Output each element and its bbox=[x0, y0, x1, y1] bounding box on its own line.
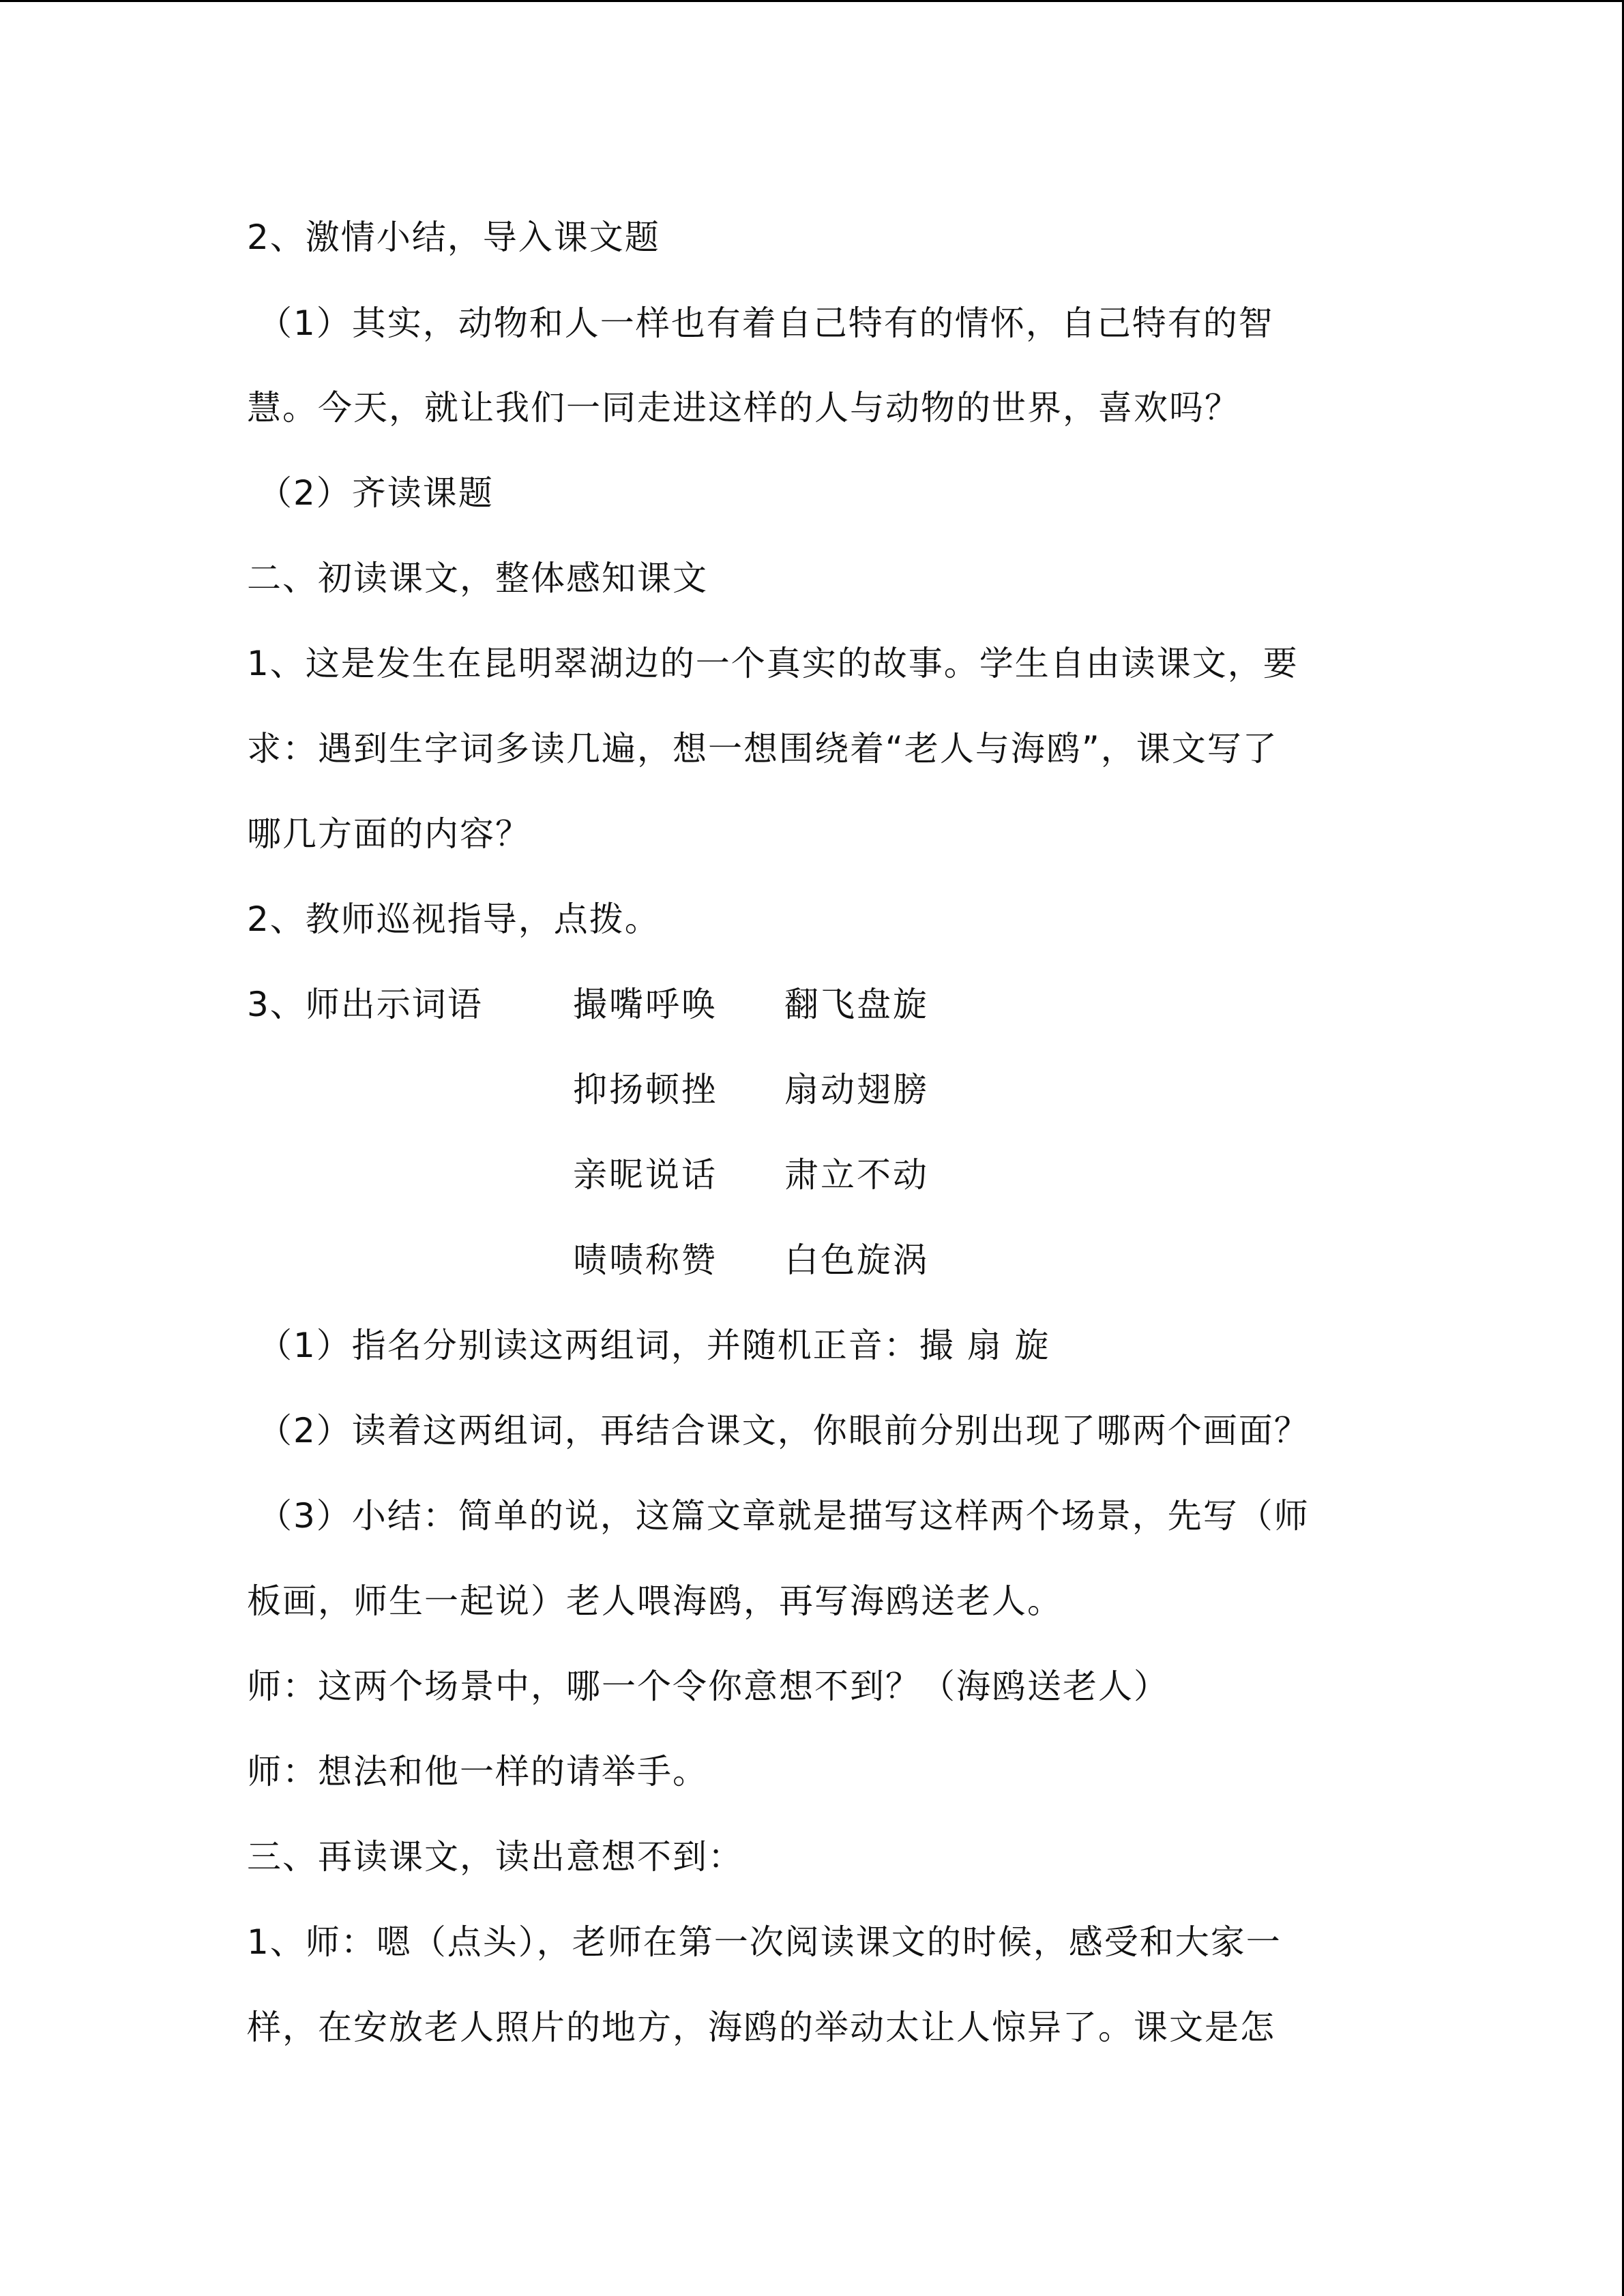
paragraph-line: （2）读着这两组词，再结合课文，你眼前分别出现了哪两个画面？ bbox=[258, 1411, 1310, 1450]
paragraph-line: 1、师：嗯（点头），老师在第一次阅读课文的时候，感受和大家一 bbox=[247, 1922, 1282, 1962]
summary-heading: 2、激情小结，导入课文题 bbox=[247, 218, 660, 257]
vocab-word: 撮嘴呼唤 bbox=[573, 985, 718, 1024]
section-heading: 二、初读课文，整体感知课文 bbox=[247, 558, 708, 598]
vocab-word: 肃立不动 bbox=[784, 1155, 929, 1195]
paragraph-line: 师：这两个场景中，哪一个令你意想不到？（海鸥送老人） bbox=[247, 1667, 1169, 1706]
paragraph-line: （1）指名分别读这两组词，并随机正音：撮 扇 旋 bbox=[258, 1326, 1050, 1365]
vocab-word: 抑扬顿挫 bbox=[573, 1070, 718, 1109]
paragraph-line: （3）小结：简单的说，这篇文章就是描写这样两个场景，先写（师 bbox=[258, 1496, 1310, 1536]
paragraph-line: 求：遇到生字词多读几遍，想一想围绕着“老人与海鸥”，课文写了 bbox=[247, 729, 1278, 769]
vocab-word: 翻飞盘旋 bbox=[784, 985, 929, 1024]
paragraph-line: 师：想法和他一样的请举手。 bbox=[247, 1752, 708, 1791]
paragraph-line: 1、这是发生在昆明翠湖边的一个真实的故事。学生自由读课文，要 bbox=[247, 644, 1299, 683]
vocab-word: 亲昵说话 bbox=[573, 1155, 718, 1195]
vocab-word: 白色旋涡 bbox=[784, 1240, 929, 1280]
paragraph-line: 3、师出示词语 bbox=[247, 985, 483, 1024]
paragraph-line: 2、教师巡视指导，点拨。 bbox=[247, 899, 660, 939]
paragraph-line: （1）其实，动物和人一样也有着自己特有的情怀，自己特有的智 bbox=[258, 303, 1274, 343]
paragraph-line: 样，在安放老人照片的地方，海鸥的举动太让人惊异了。课文是怎 bbox=[247, 2008, 1275, 2047]
vocab-word: 啧啧称赞 bbox=[573, 1240, 718, 1280]
paragraph-line: （2）齐读课题 bbox=[258, 473, 494, 513]
paragraph-line: 哪几方面的内容？ bbox=[247, 814, 531, 854]
paragraph-line: 慧。今天，就让我们一同走进这样的人与动物的世界，喜欢吗？ bbox=[247, 388, 1240, 428]
vocab-word: 扇动翅膀 bbox=[784, 1070, 929, 1109]
section-heading: 三、再读课文，读出意想不到： bbox=[247, 1837, 743, 1877]
paragraph-line: 板画，师生一起说）老人喂海鸥，再写海鸥送老人。 bbox=[247, 1581, 1063, 1621]
